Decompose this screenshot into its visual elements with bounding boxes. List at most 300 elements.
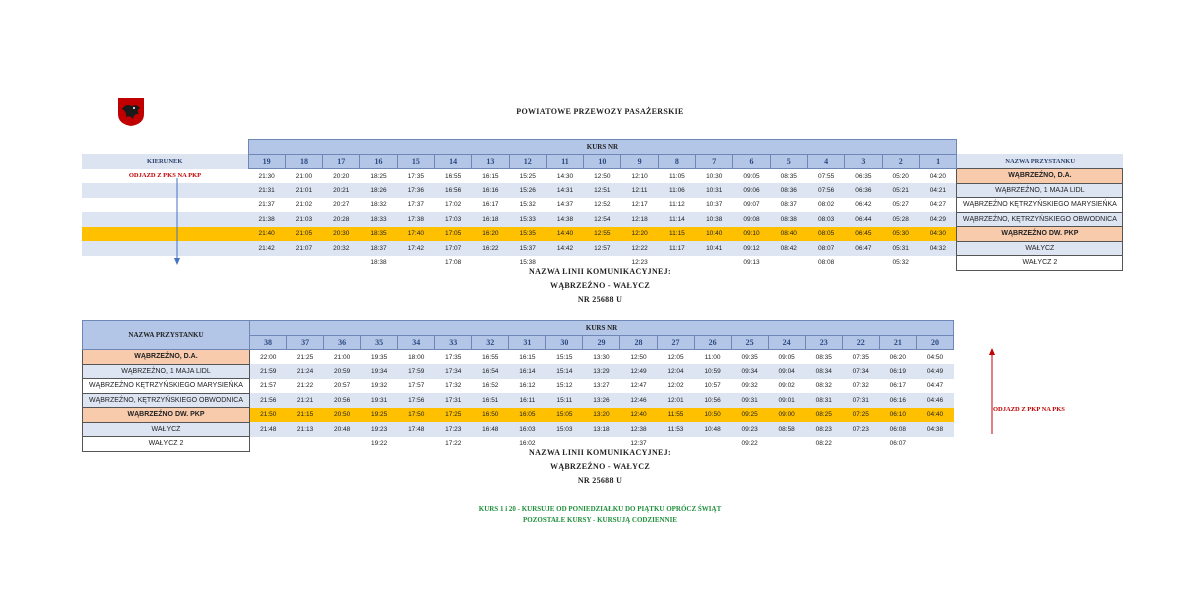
departure-time: 09:00 (768, 408, 805, 423)
empty-cell (82, 183, 248, 198)
departure-time: 13:18 (583, 422, 620, 437)
timetable-return (82, 320, 954, 452)
course-number: 2 (882, 154, 919, 169)
departure-time: 10:30 (696, 169, 733, 184)
course-number: 17 (323, 154, 360, 169)
course-number: 16 (360, 154, 397, 169)
departure-time: 20:27 (323, 198, 360, 213)
departure-time: 16:20 (472, 227, 509, 242)
departure-time: 06:36 (845, 183, 882, 198)
departure-time: 06:17 (879, 379, 916, 394)
course-number: 3 (845, 154, 882, 169)
departure-time: 15:37 (509, 241, 546, 256)
stop-name: WAŁYCZ 2 (957, 256, 1123, 271)
departure-time: 12:51 (584, 183, 621, 198)
departure-time: 17:35 (435, 350, 472, 365)
departure-time: 10:50 (694, 408, 731, 423)
table-row (83, 393, 954, 408)
departure-time: 17:05 (434, 227, 471, 242)
departure-time: 10:38 (696, 212, 733, 227)
departure-time: 17:48 (398, 422, 435, 437)
departure-time: 20:57 (324, 379, 361, 394)
departure-time: 06:42 (845, 198, 882, 213)
course-number: 8 (658, 154, 695, 169)
departure-time: 08:34 (805, 364, 842, 379)
departure-time: 15:25 (509, 169, 546, 184)
empty-cell (82, 241, 248, 256)
departure-time: 04:40 (916, 408, 953, 423)
departure-time: 04:47 (916, 379, 953, 394)
departure-time: 17:56 (398, 393, 435, 408)
departure-time: 10:37 (696, 198, 733, 213)
departure-time: 20:32 (323, 241, 360, 256)
departure-time: 18:37 (360, 241, 397, 256)
stop-name: WAŁYCZ (957, 241, 1123, 256)
departure-time: 07:25 (842, 408, 879, 423)
departure-time: 13:29 (583, 364, 620, 379)
departure-time: 10:41 (696, 241, 733, 256)
departure-time: 09:05 (733, 169, 770, 184)
course-number: 35 (361, 335, 398, 350)
departure-time: 06:45 (845, 227, 882, 242)
empty-cell (957, 140, 1123, 155)
departure-time: 16:14 (509, 364, 546, 379)
departure-time: 08:36 (770, 183, 807, 198)
course-number: 32 (472, 335, 509, 350)
departure-time: 12:40 (620, 408, 657, 423)
departure-time: 16:54 (472, 364, 509, 379)
departure-time: 20:20 (323, 169, 360, 184)
departure-time: 16:05 (509, 408, 546, 423)
departure-time: 17:03 (434, 212, 471, 227)
departure-time: 21:00 (285, 169, 322, 184)
departure-time: 18:32 (360, 198, 397, 213)
departure-time: 06:47 (845, 241, 882, 256)
departure-time: 08:32 (805, 379, 842, 394)
course-number: 34 (398, 335, 435, 350)
stop-name: WĄBRZEŹNO, 1 MAJA LIDL (957, 183, 1123, 198)
departure-time: 04:32 (919, 241, 957, 256)
departure-time: 07:34 (842, 364, 879, 379)
departure-time: 17:38 (397, 212, 434, 227)
departure-time: 16:16 (472, 183, 509, 198)
stop-name: WĄBRZEŹNO, KĘTRZYŃSKIEGO OBWODNICA (83, 393, 250, 408)
course-number: 36 (324, 335, 361, 350)
departure-time: 11:05 (658, 169, 695, 184)
departure-time: 21:22 (287, 379, 324, 394)
departure-time: 17:22 (435, 437, 472, 452)
departure-time: 21:56 (250, 393, 287, 408)
departure-time: 12:57 (584, 241, 621, 256)
departure-time: 08:38 (770, 212, 807, 227)
departure-time: 20:56 (324, 393, 361, 408)
course-number: 10 (584, 154, 621, 169)
departure-time: 16:03 (509, 422, 546, 437)
departure-time: 16:22 (472, 241, 509, 256)
course-number: 14 (434, 154, 471, 169)
table-row (83, 422, 954, 437)
course-number: 25 (731, 335, 768, 350)
departure-time: 19:23 (361, 422, 398, 437)
departure-time: 04:46 (916, 393, 953, 408)
departure-time: 13:26 (583, 393, 620, 408)
line-number-2: NR 25688 U (577, 476, 623, 485)
departure-time: 09:02 (768, 379, 805, 394)
departure-time: 11:12 (658, 198, 695, 213)
departure-time: 12:11 (621, 183, 658, 198)
table-row (83, 379, 954, 394)
course-number: 6 (733, 154, 770, 169)
stop-name: WĄBRZEŹNO DW. PKP (83, 408, 250, 423)
departure-time: 11:15 (658, 227, 695, 242)
departure-time: 16:02 (509, 437, 546, 452)
departure-time: 09:31 (731, 393, 768, 408)
departure-time: 12:55 (584, 227, 621, 242)
departure-time: 09:12 (733, 241, 770, 256)
departure-time: 10:59 (694, 364, 731, 379)
stop-name: WĄBRZEŹNO DW. PKP (957, 227, 1123, 242)
departure-time: 07:31 (842, 393, 879, 408)
departure-time: 15:38 (509, 256, 546, 271)
departure-time: 13:20 (583, 408, 620, 423)
course-number: 28 (620, 335, 657, 350)
note-daily: POZOSTAŁE KURSY - KURSUJĄ CODZIENNIE (522, 516, 678, 524)
departure-time: 11:55 (657, 408, 694, 423)
departure-time: 06:44 (845, 212, 882, 227)
departure-time: 15:26 (509, 183, 546, 198)
kierunek-header: KIERUNEK (82, 154, 248, 169)
departure-time: 07:35 (842, 350, 879, 365)
departure-time: 12:04 (657, 364, 694, 379)
table-row (83, 364, 954, 379)
departure-time: 11:14 (658, 212, 695, 227)
departure-time: 05:27 (882, 198, 919, 213)
departure-time: 19:32 (361, 379, 398, 394)
departure-time: 06:10 (879, 408, 916, 423)
kurs-header: KURS NR (248, 140, 957, 155)
stop-name: WĄBRZEŹNO, D.A. (83, 350, 250, 365)
departure-time: 21:05 (285, 227, 322, 242)
departure-time: 09:35 (731, 350, 768, 365)
departure-time: 08:22 (805, 437, 842, 452)
departure-time: 20:21 (323, 183, 360, 198)
departure-time: 17:37 (397, 198, 434, 213)
departure-time: 09:05 (768, 350, 805, 365)
departure-time: 14:30 (546, 169, 583, 184)
departure-time: 09:34 (731, 364, 768, 379)
departure-time: 14:37 (546, 198, 583, 213)
departure-time: 08:02 (807, 198, 844, 213)
table-row (82, 183, 1123, 198)
departure-time: 05:30 (882, 227, 919, 242)
departure-time: 16:55 (472, 350, 509, 365)
departure-time: 12:52 (584, 198, 621, 213)
departure-time: 16:50 (472, 408, 509, 423)
departure-time: 08:23 (805, 422, 842, 437)
stop-name: WĄBRZEŹNO KĘTRZYŃSKIEGO MARYSIEŃKA (957, 198, 1123, 213)
departure-time: 12:46 (620, 393, 657, 408)
departure-time: 08:31 (805, 393, 842, 408)
departure-time: 08:35 (770, 169, 807, 184)
departure-time: 13:27 (583, 379, 620, 394)
empty-cell (82, 227, 248, 242)
departure-time: 07:32 (842, 379, 879, 394)
departure-time: 08:05 (807, 227, 844, 242)
departure-time: 04:29 (919, 212, 957, 227)
departure-time: 10:48 (694, 422, 731, 437)
departure-time: 16:15 (509, 350, 546, 365)
note-weekday: KURS 1 i 20 - KURSUJE OD PONIEDZIAŁKU DO PIĄTKU OPRÓCZ ŚWIĄT (478, 505, 722, 513)
stop-name: WĄBRZEŹNO, D.A. (957, 169, 1123, 184)
departure-time: 04:20 (919, 169, 957, 184)
table-row (83, 408, 954, 423)
departure-time: 12:50 (620, 350, 657, 365)
departure-time: 05:31 (882, 241, 919, 256)
departure-time: 16:56 (434, 183, 471, 198)
departure-time: 21:25 (287, 350, 324, 365)
departure-time: 10:56 (694, 393, 731, 408)
departure-time: 21:57 (250, 379, 287, 394)
departure-time: 05:21 (882, 183, 919, 198)
departure-time: 12:50 (584, 169, 621, 184)
departure-time: 12:20 (621, 227, 658, 242)
arrow-up-icon (988, 348, 996, 434)
departure-time: 16:11 (509, 393, 546, 408)
departure-time: 11:17 (658, 241, 695, 256)
departure-time: 21:48 (250, 422, 287, 437)
departure-time: 08:40 (770, 227, 807, 242)
departure-time: 18:38 (360, 256, 397, 271)
departure-time: 15:35 (509, 227, 546, 242)
departure-time: 12:18 (621, 212, 658, 227)
departure-time: 17:50 (398, 408, 435, 423)
departure-time: 16:48 (472, 422, 509, 437)
departure-time: 17:42 (397, 241, 434, 256)
departure-time: 09:04 (768, 364, 805, 379)
table-row (82, 212, 1123, 227)
departure-time: 06:20 (879, 350, 916, 365)
departure-time: 10:31 (696, 183, 733, 198)
course-number: 15 (397, 154, 434, 169)
table-row (82, 241, 1123, 256)
departure-time: 09:22 (731, 437, 768, 452)
departure-time: 18:26 (360, 183, 397, 198)
departure-time: 21:40 (248, 227, 285, 242)
course-number: 20 (916, 335, 953, 350)
page-title: POWIATOWE PRZEWOZY PASAŻERSKIE (516, 107, 684, 116)
departure-time: 09:07 (733, 198, 770, 213)
departure-time: 08:07 (807, 241, 844, 256)
departure-time: 15:32 (509, 198, 546, 213)
departure-time: 20:48 (324, 422, 361, 437)
departure-time: 05:32 (882, 256, 919, 271)
departure-time: 12:22 (621, 241, 658, 256)
departure-time: 16:52 (472, 379, 509, 394)
departure-time: 21:15 (287, 408, 324, 423)
departure-time: 21:21 (287, 393, 324, 408)
departure-time: 22:00 (250, 350, 287, 365)
departure-time: 21:31 (248, 183, 285, 198)
course-number: 9 (621, 154, 658, 169)
departure-time: 10:57 (694, 379, 731, 394)
course-number: 21 (879, 335, 916, 350)
timetable-outbound (82, 139, 1123, 271)
departure-time: 06:35 (845, 169, 882, 184)
course-number: 7 (696, 154, 733, 169)
departure-time: 18:00 (398, 350, 435, 365)
course-number: 29 (583, 335, 620, 350)
stop-name-header: NAZWA PRZYSTANKU (957, 154, 1123, 169)
empty-cell (82, 212, 248, 227)
stop-name: WĄBRZEŹNO, 1 MAJA LIDL (83, 364, 250, 379)
departure-time: 07:23 (842, 422, 879, 437)
arrow-down-icon (173, 178, 181, 266)
departure-time: 16:17 (472, 198, 509, 213)
departure-time: 14:40 (546, 227, 583, 242)
departure-time: 05:28 (882, 212, 919, 227)
departure-time: 17:02 (434, 198, 471, 213)
stop-name: WAŁYCZ (83, 422, 250, 437)
course-number: 26 (694, 335, 731, 350)
table-row (83, 350, 954, 365)
departure-time: 21:42 (248, 241, 285, 256)
departure-time: 19:34 (361, 364, 398, 379)
departure-time: 08:58 (768, 422, 805, 437)
departure-time: 17:35 (397, 169, 434, 184)
departure-time: 20:59 (324, 364, 361, 379)
departure-time: 04:38 (916, 422, 953, 437)
departure-time: 18:25 (360, 169, 397, 184)
departure-time: 20:28 (323, 212, 360, 227)
departure-time: 16:55 (434, 169, 471, 184)
departure-time: 07:55 (807, 169, 844, 184)
direction-label-return: ODJAZD Z PKP NA PKS (993, 406, 1065, 413)
departure-time: 17:36 (397, 183, 434, 198)
departure-time: 21:03 (285, 212, 322, 227)
line-route-2: WĄBRZEŹNO - WAŁYCZ (550, 462, 650, 471)
departure-time: 17:59 (398, 364, 435, 379)
departure-time: 15:05 (546, 408, 583, 423)
departure-time: 04:21 (919, 183, 957, 198)
departure-time: 14:31 (546, 183, 583, 198)
departure-time: 12:10 (621, 169, 658, 184)
departure-time: 15:33 (509, 212, 546, 227)
departure-time: 08:35 (805, 350, 842, 365)
departure-time: 12:54 (584, 212, 621, 227)
departure-time: 17:32 (435, 379, 472, 394)
departure-time: 21:30 (248, 169, 285, 184)
departure-time: 09:13 (733, 256, 770, 271)
course-number: 31 (509, 335, 546, 350)
departure-time: 09:08 (733, 212, 770, 227)
departure-time: 19:35 (361, 350, 398, 365)
departure-time: 17:23 (435, 422, 472, 437)
departure-time: 09:01 (768, 393, 805, 408)
course-number: 24 (768, 335, 805, 350)
line-number-1: NR 25688 U (577, 295, 623, 304)
departure-time: 08:08 (807, 256, 844, 271)
course-number: 5 (770, 154, 807, 169)
course-number: 22 (842, 335, 879, 350)
departure-time: 04:30 (919, 227, 957, 242)
departure-time: 21:07 (285, 241, 322, 256)
line-name-label-2: NAZWA LINII KOMUNIKACYJNEJ: (529, 448, 671, 457)
stop-name-header: NAZWA PRZYSTANKU (83, 321, 250, 350)
departure-time: 21:13 (287, 422, 324, 437)
departure-time: 09:10 (733, 227, 770, 242)
table-row (82, 227, 1123, 242)
departure-time: 21:38 (248, 212, 285, 227)
departure-time: 17:57 (398, 379, 435, 394)
course-number: 37 (287, 335, 324, 350)
table-row (82, 198, 1123, 213)
departure-time: 11:06 (658, 183, 695, 198)
departure-time: 12:37 (620, 437, 657, 452)
departure-time: 13:30 (583, 350, 620, 365)
departure-time: 06:07 (879, 437, 916, 452)
departure-time: 10:40 (696, 227, 733, 242)
departure-time: 08:37 (770, 198, 807, 213)
departure-time: 15:03 (546, 422, 583, 437)
departure-time: 19:22 (361, 437, 398, 452)
departure-time: 14:42 (546, 241, 583, 256)
departure-time: 06:19 (879, 364, 916, 379)
empty-cell (82, 140, 248, 155)
departure-time: 12:47 (620, 379, 657, 394)
departure-time: 07:56 (807, 183, 844, 198)
departure-time: 09:23 (731, 422, 768, 437)
course-number: 30 (546, 335, 583, 350)
empty-cell (82, 198, 248, 213)
direction-label: ODJAZD Z PKS NA PKP (82, 169, 248, 184)
departure-time: 11:53 (657, 422, 694, 437)
course-number: 33 (435, 335, 472, 350)
departure-time: 17:08 (434, 256, 471, 271)
departure-time: 16:15 (472, 169, 509, 184)
departure-time: 17:31 (435, 393, 472, 408)
kurs-header: KURS NR (250, 321, 954, 336)
course-number: 1 (919, 154, 957, 169)
departure-time: 20:30 (323, 227, 360, 242)
stop-name: WĄBRZEŹNO, KĘTRZYŃSKIEGO OBWODNICA (957, 212, 1123, 227)
departure-time: 15:11 (546, 393, 583, 408)
stop-name: WĄBRZEŹNO KĘTRZYŃSKIEGO MARYSIEŃKA (83, 379, 250, 394)
departure-time: 08:03 (807, 212, 844, 227)
departure-time: 15:12 (546, 379, 583, 394)
departure-time: 21:00 (324, 350, 361, 365)
departure-time: 21:01 (285, 183, 322, 198)
departure-time: 05:20 (882, 169, 919, 184)
departure-time: 06:08 (879, 422, 916, 437)
line-name-label-1: NAZWA LINII KOMUNIKACYJNEJ: (529, 267, 671, 276)
departure-time: 21:37 (248, 198, 285, 213)
departure-time: 21:59 (250, 364, 287, 379)
departure-time: 17:40 (397, 227, 434, 242)
departure-time: 12:38 (620, 422, 657, 437)
departure-time: 21:24 (287, 364, 324, 379)
line-route-1: WĄBRZEŹNO - WAŁYCZ (550, 281, 650, 290)
departure-time: 04:50 (916, 350, 953, 365)
departure-time: 16:12 (509, 379, 546, 394)
departure-time: 04:27 (919, 198, 957, 213)
departure-time: 21:50 (250, 408, 287, 423)
departure-time: 19:25 (361, 408, 398, 423)
table-row (82, 169, 1123, 184)
departure-time: 09:06 (733, 183, 770, 198)
departure-time: 08:42 (770, 241, 807, 256)
course-number: 27 (657, 335, 694, 350)
departure-time: 12:05 (657, 350, 694, 365)
